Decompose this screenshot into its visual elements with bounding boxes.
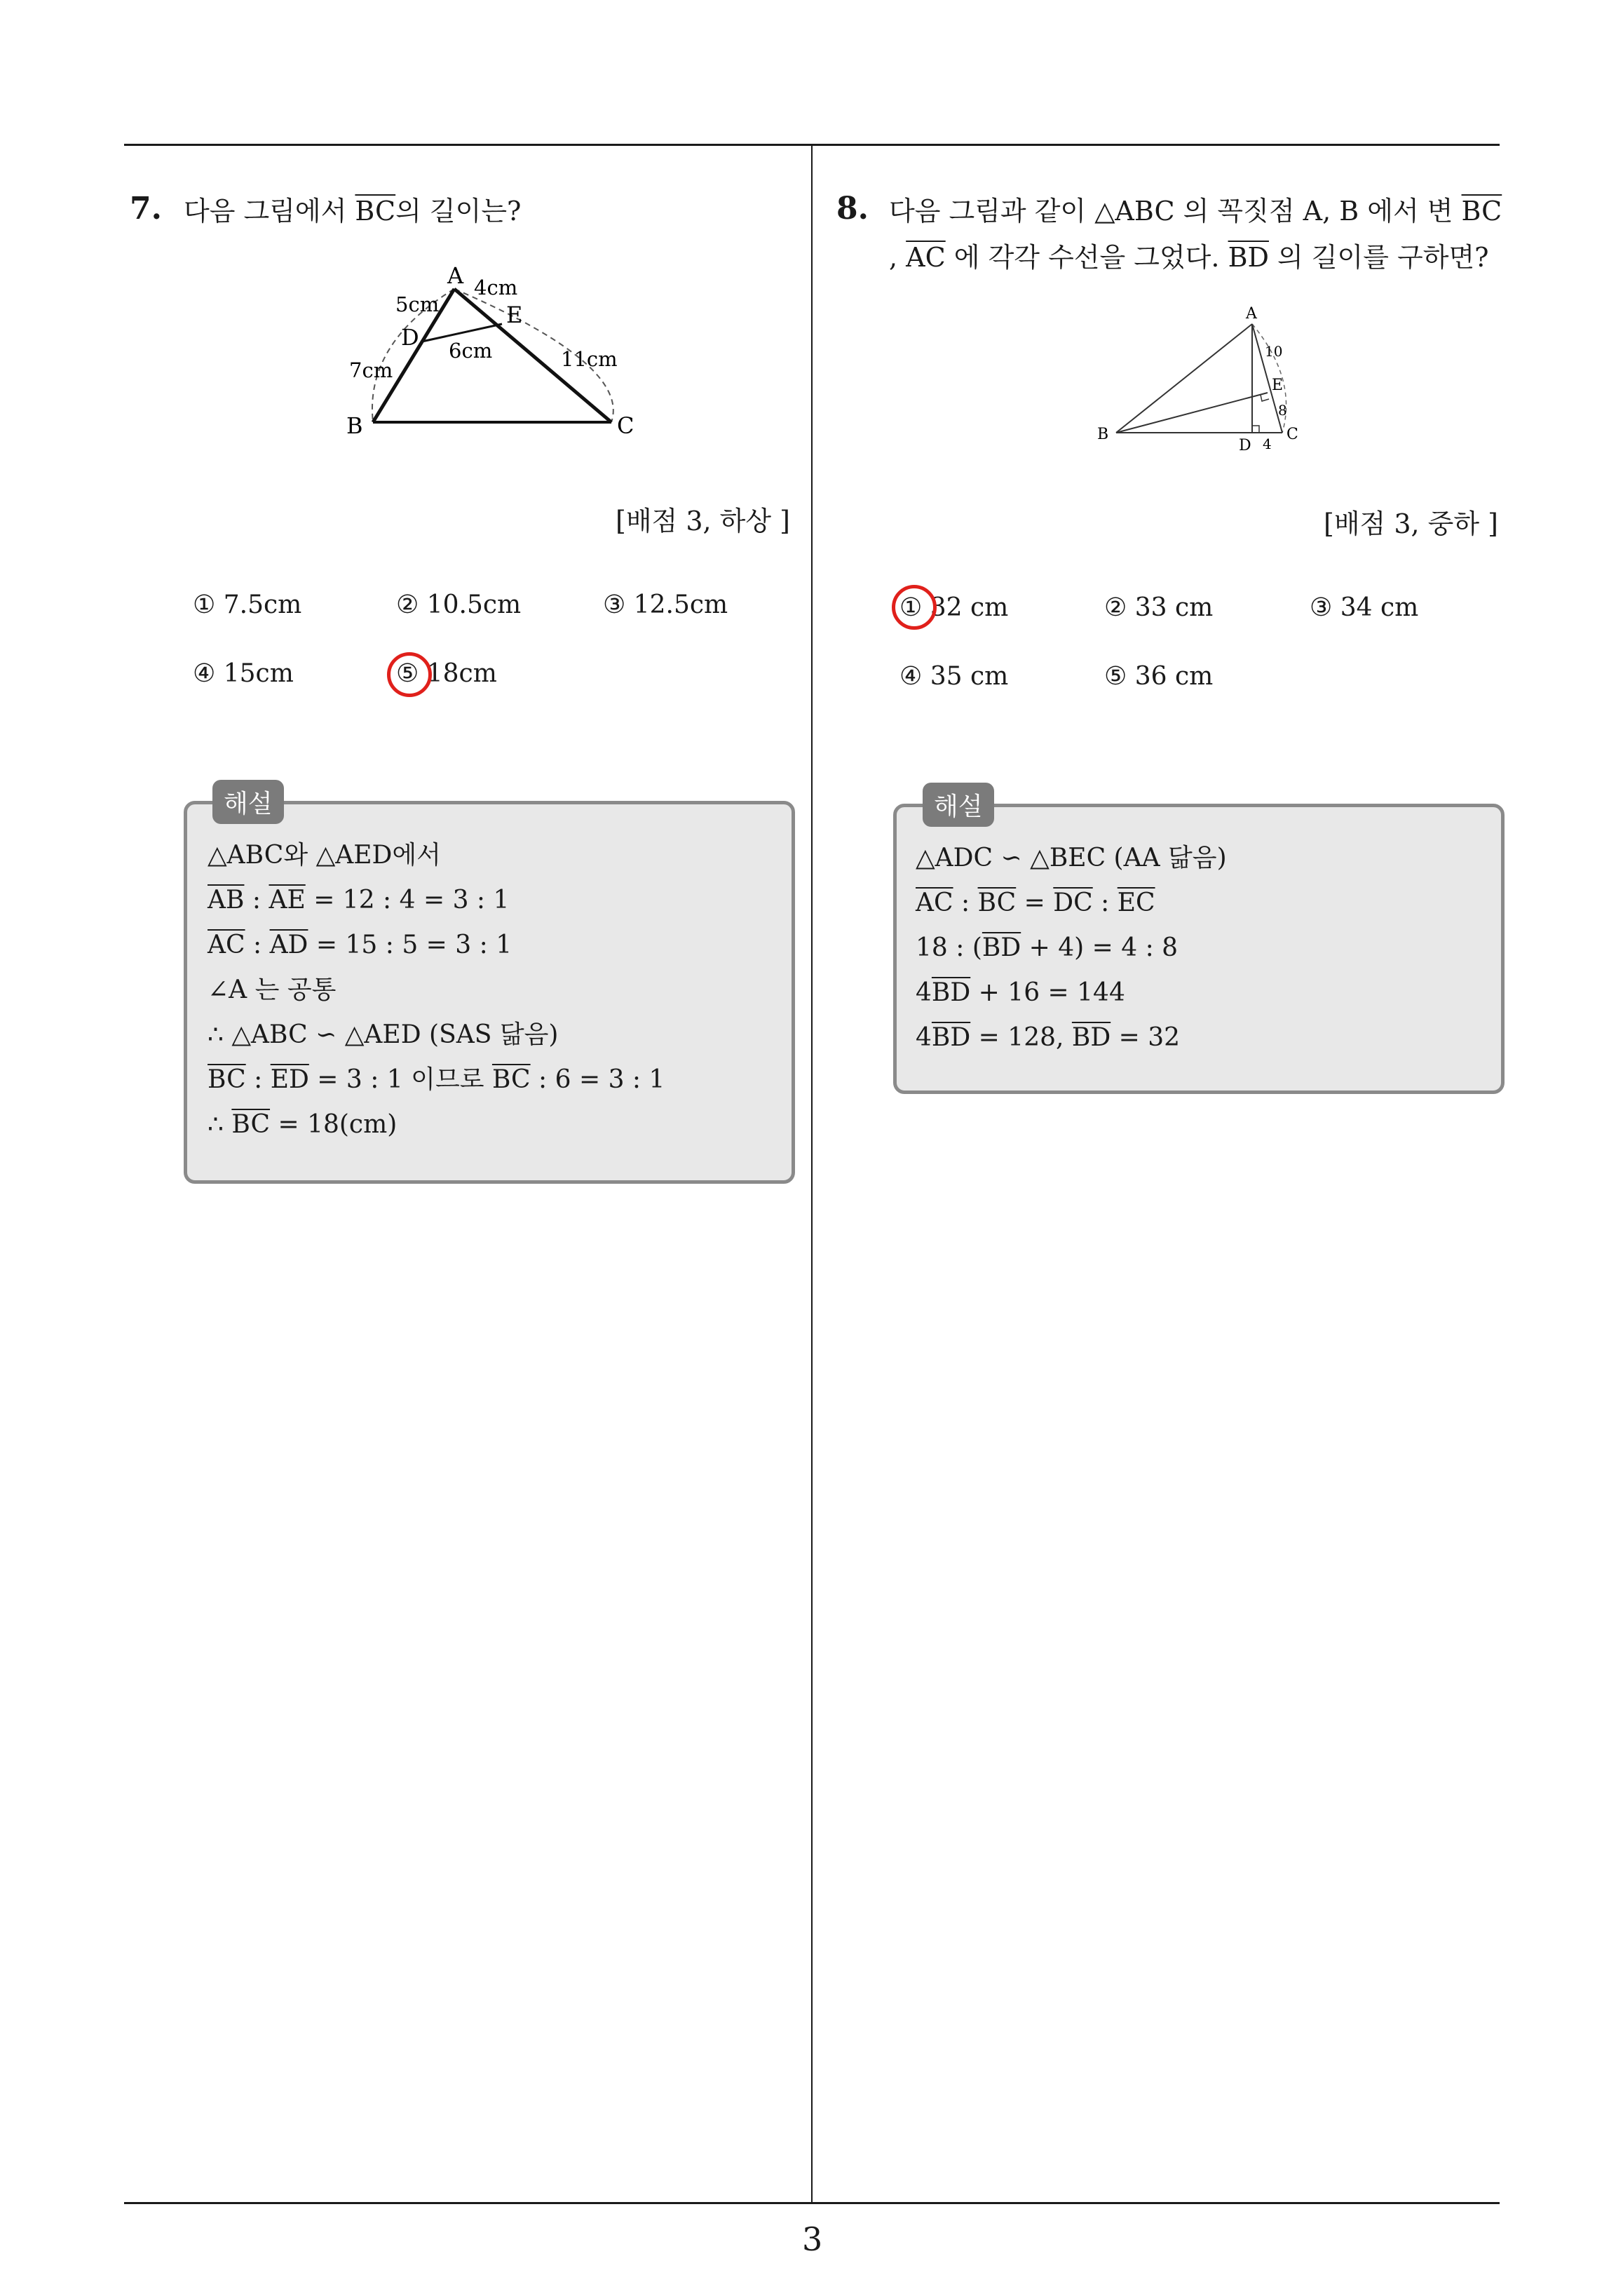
q8-choice-5[interactable]: ⑤ 36 cm bbox=[1104, 662, 1214, 691]
question-8-meta: [배점 3, 중하 ] bbox=[1324, 508, 1498, 539]
q8-choice-4[interactable]: ④ 35 cm bbox=[899, 662, 1009, 691]
q7-choice-2[interactable]: ② 10.5cm bbox=[396, 590, 522, 619]
question-8-figure bbox=[1090, 295, 1322, 456]
label-b: B bbox=[346, 412, 363, 439]
q7-solution-tag: 해설 bbox=[212, 780, 284, 824]
q7-sol-line-2: $\overline{AB}$ : $\overline{AE} = 12$ : 4 = 3 : 1 bbox=[208, 886, 510, 914]
q8-sol-line-3: 18 : $(\overline{BD} + 4) = 4$ : 8 bbox=[916, 933, 1179, 962]
q7-sol-line-5: ∴ △ABC ∽ △AED (SAS 닮음) bbox=[208, 1020, 559, 1049]
q7-sol-line-3: $\overline{AC}$ : $\overline{AD} = 15$ : 5 = 3 : 1 bbox=[208, 931, 512, 959]
label-b-q8: B bbox=[1097, 426, 1109, 443]
q8-sol-line-5: $4\overline{BD} = 128$, $\overline{BD} = 32$ bbox=[916, 1023, 1181, 1052]
question-7-meta: [배점 3, 하상 ] bbox=[616, 506, 790, 536]
question-7-text: 다음 그림에서 $\overline{BC}$의 길이는? bbox=[184, 196, 522, 227]
q7-choice-5[interactable]: ⑤ 18cm bbox=[396, 659, 497, 688]
q7-sol-line-7: ∴ $\overline{BC} = 18(cm)$ bbox=[208, 1110, 398, 1139]
q8-choice-3[interactable]: ③ 34 cm bbox=[1310, 593, 1419, 622]
q8-choice-1[interactable]: ① 32 cm bbox=[899, 593, 1009, 622]
question-8-text: 다음 그림과 같이 △ABC 의 꼭짓점 A, B 에서 변 $\overline{BC}$ , $\overline{AC}$ 에 각각 수선을 그었다. $\overline{BD}$ 의 길이를 구하면? bbox=[889, 196, 1502, 273]
label-dc-q8: 4 bbox=[1263, 435, 1272, 452]
q8-sol-line-4: $4\overline{BD} + 16 = 144$ bbox=[916, 978, 1125, 1007]
q7-sol-line-4: ∠A 는 공통 bbox=[208, 975, 337, 1004]
question-7-number: 7. bbox=[130, 191, 162, 227]
page-number: 3 bbox=[802, 2220, 823, 2258]
label-e: E bbox=[506, 302, 523, 328]
q8-sol-line-2: $\overline{AC}$ : $\overline{BC} = \overline{DC}$ : $\overline{EC}$ bbox=[916, 889, 1155, 917]
question-8-number: 8. bbox=[836, 191, 869, 227]
q8-solution-tag: 해설 bbox=[923, 783, 994, 827]
label-ec-q8: 8 bbox=[1278, 402, 1287, 419]
label-de: 6cm bbox=[449, 339, 493, 363]
label-e-q8: E bbox=[1272, 377, 1284, 394]
q7-choice-1[interactable]: ① 7.5cm bbox=[193, 590, 302, 619]
label-c: C bbox=[617, 412, 634, 439]
right-angle-d bbox=[1252, 426, 1259, 433]
q7-sol-line-1: △ABC와 △AED에서 bbox=[208, 841, 441, 870]
bottom-rule bbox=[124, 2202, 1500, 2204]
q8-sol-line-1: △ADC ∽ △BEC (AA 닮음) bbox=[916, 844, 1227, 872]
column-divider bbox=[811, 144, 813, 2203]
label-db: 7cm bbox=[349, 358, 393, 382]
side-ab-q8 bbox=[1116, 324, 1252, 433]
label-ad: 5cm bbox=[395, 292, 440, 316]
label-a: A bbox=[447, 262, 464, 289]
q8-choice-2[interactable]: ② 33 cm bbox=[1104, 593, 1214, 622]
q7-sol-line-6: $\overline{BC}$ : $\overline{ED} = 3$ : 1 이므로 $\overline{BC}$ : 6 = 3 : 1 bbox=[208, 1065, 665, 1094]
label-d: D bbox=[401, 324, 419, 351]
label-a-q8: A bbox=[1246, 305, 1257, 323]
q7-choice-3[interactable]: ③ 12.5cm bbox=[603, 590, 728, 619]
label-c-q8: C bbox=[1286, 426, 1298, 443]
question-7-figure bbox=[337, 259, 652, 449]
right-angle-e bbox=[1261, 395, 1269, 401]
q8-answer-circle bbox=[892, 585, 937, 630]
label-ec: 11cm bbox=[561, 347, 618, 371]
label-d-q8: D bbox=[1239, 437, 1251, 454]
altitude-be bbox=[1116, 393, 1268, 433]
q7-choice-4[interactable]: ④ 15cm bbox=[193, 659, 294, 688]
q7-answer-circle bbox=[387, 652, 432, 697]
label-ae: 4cm bbox=[474, 276, 518, 299]
label-ae-q8: 10 bbox=[1265, 343, 1283, 360]
